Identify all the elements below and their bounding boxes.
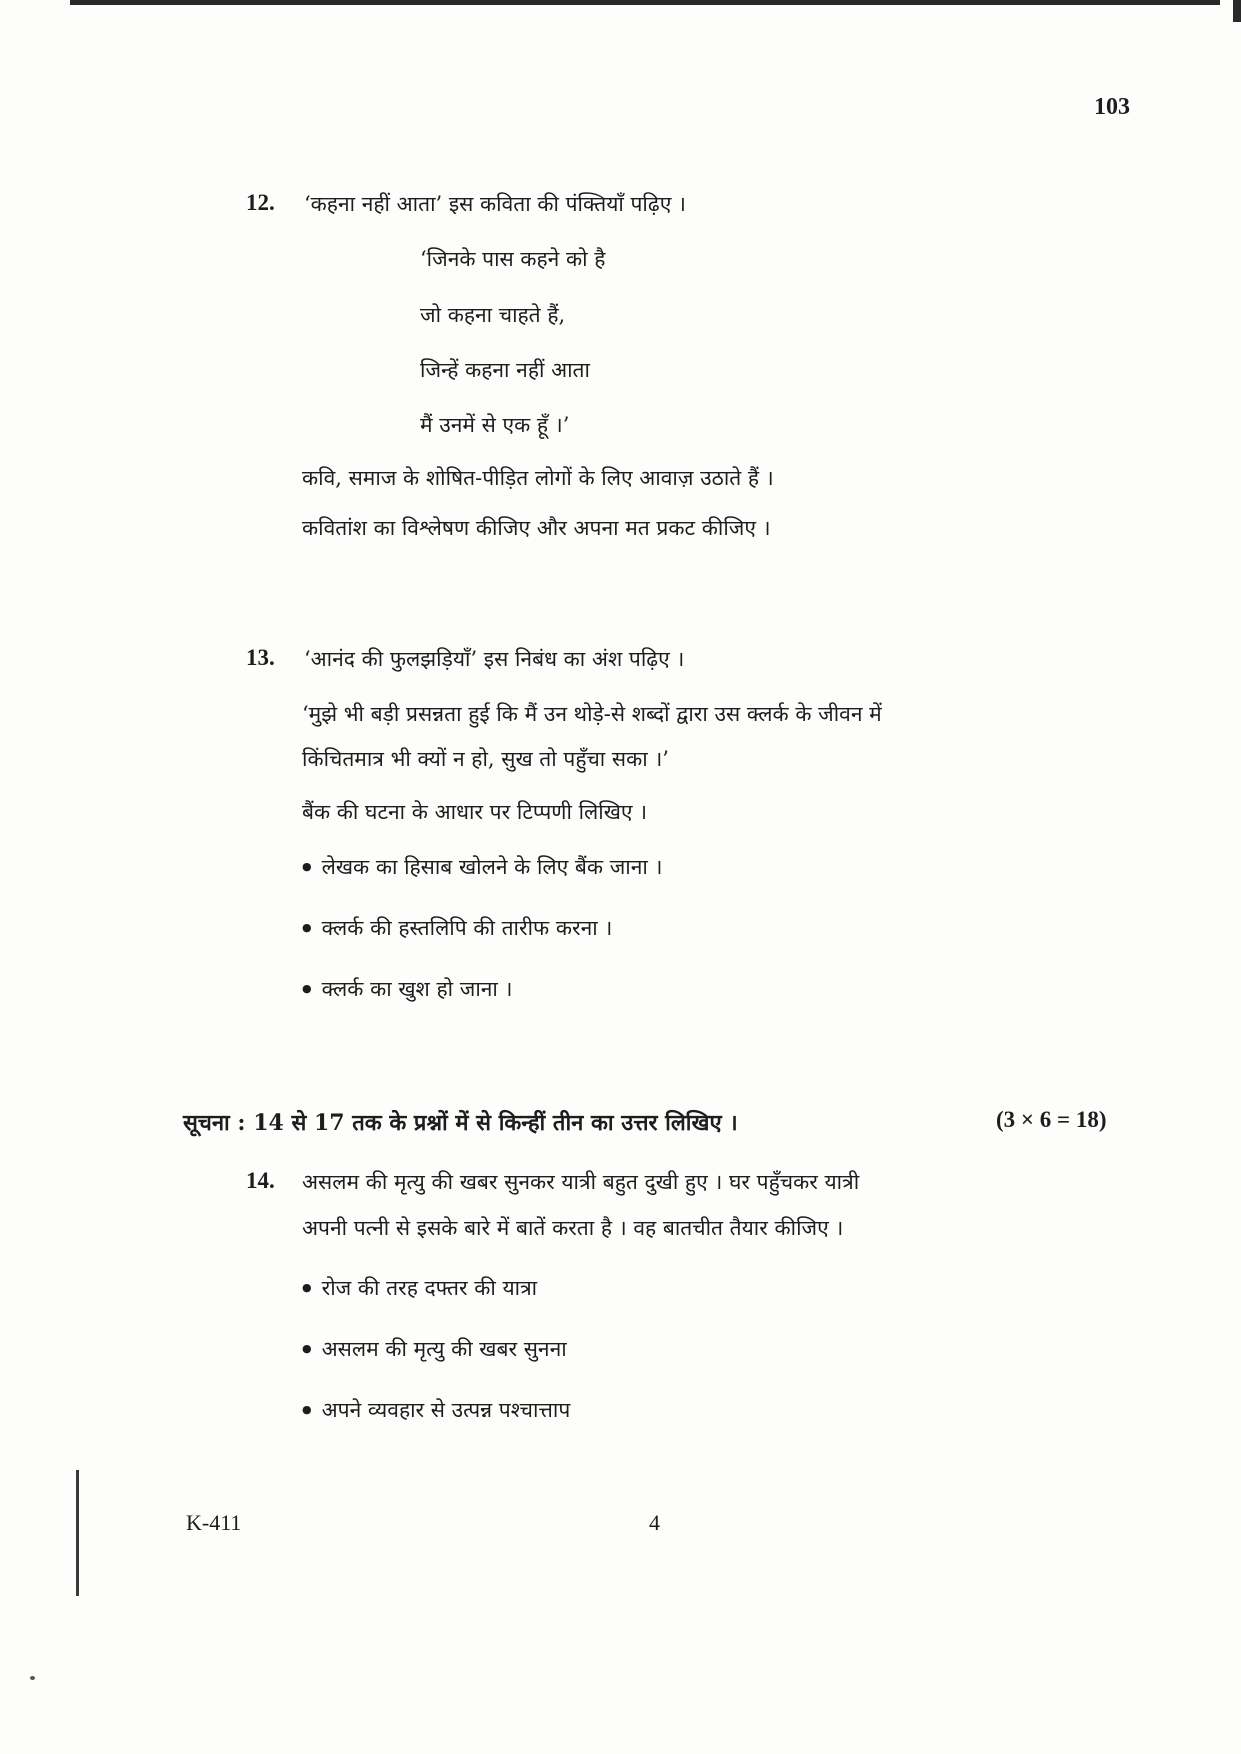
q12-poem-line-4: मैं उनमें से एक हूँ ।’	[420, 413, 570, 437]
q14-bullet-3: ● अपने व्यवहार से उत्पन्न पश्चात्ताप	[302, 1396, 570, 1424]
q13-quote-line-1: ‘मुझे भी बड़ी प्रसन्नता हुई कि मैं उन थोड़े-से शब्दों द्वारा उस क्लर्क के जीवन में	[302, 702, 882, 726]
scan-edge-top	[70, 0, 1220, 5]
q12-poem-line-3: जिन्हें कहना नहीं आता	[420, 358, 590, 382]
notice-marks: (3 × 6 = 18)	[996, 1107, 1107, 1132]
footer-sheet-number: 4	[649, 1510, 660, 1535]
q13-number: 13.	[246, 645, 275, 670]
q14-bullet-1: ● रोज की तरह दफ्तर की यात्रा	[302, 1274, 537, 1302]
notice-text: सूचना : 14 से 17 तक के प्रश्नों में से किन्हीं तीन का उत्तर लिखिए ।	[183, 1110, 738, 1136]
q12-poem-line-1: ‘जिनके पास कहने को है	[420, 247, 606, 271]
q14-line-2: अपनी पत्नी से इसके बारे में बातें करता है । वह बातचीत तैयार कीजिए ।	[302, 1216, 844, 1240]
footer-code: K-411	[186, 1510, 242, 1535]
q13-bullet-2: ● क्लर्क की हस्तलिपि की तारीफ करना ।	[302, 914, 612, 942]
q12-intro: ‘कहना नहीं आता’ इस कविता की पंक्तियाँ पढ़िए ।	[304, 192, 686, 216]
scan-speck	[30, 1676, 35, 1680]
q12-line-1: कवि, समाज के शोषित-पीड़ित लोगों के लिए आवाज़ उठाते हैं ।	[302, 466, 774, 490]
q12-line-2: कवितांश का विश्लेषण कीजिए और अपना मत प्रकट कीजिए ।	[302, 516, 771, 540]
scan-edge-right	[1233, 0, 1241, 22]
q13-bullet-3: ● क्लर्क का खुश हो जाना ।	[302, 975, 513, 1003]
q12-poem-line-2: जो कहना चाहते हैं,	[420, 303, 566, 327]
margin-line	[76, 1470, 79, 1596]
q14-bullet-2: ● असलम की मृत्यु की खबर सुनना	[302, 1335, 567, 1363]
q13-task: बैंक की घटना के आधार पर टिप्पणी लिखिए ।	[302, 800, 648, 824]
page-number: 103	[1094, 94, 1130, 120]
q13-bullet-1: ● लेखक का हिसाब खोलने के लिए बैंक जाना ।	[302, 853, 662, 881]
q13-quote-line-2: किंचितमात्र भी क्यों न हो, सुख तो पहुँचा सका ।’	[302, 747, 669, 771]
q14-line-1: असलम की मृत्यु की खबर सुनकर यात्री बहुत दुखी हुए । घर पहुँचकर यात्री	[302, 1170, 860, 1194]
q14-number: 14.	[246, 1168, 275, 1193]
q13-intro: ‘आनंद की फुलझड़ियाँ’ इस निबंध का अंश पढ़िए ।	[304, 647, 685, 671]
q12-number: 12.	[246, 190, 275, 215]
